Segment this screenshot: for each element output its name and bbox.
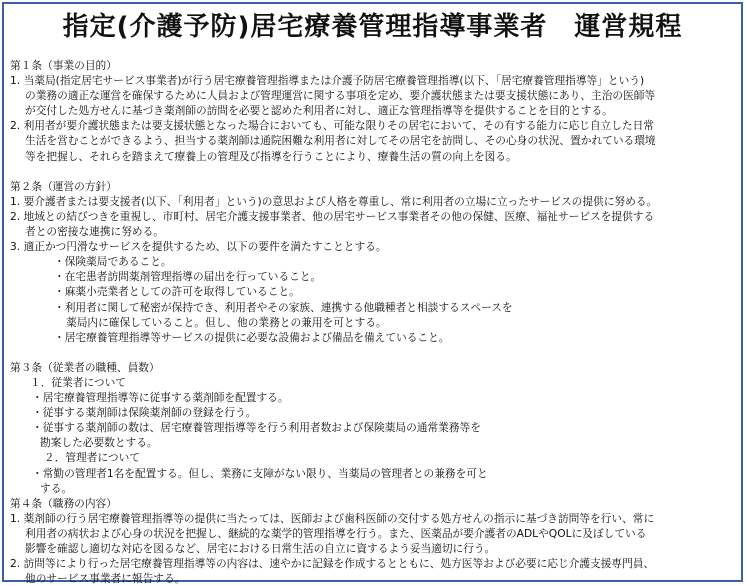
body-line: ・常勤の管理者1名を配置する。但し、業務に支障がない限り、当薬局の管理者との兼務を可と — [32, 466, 488, 480]
document-title: 指定(介護予防)居宅療養管理指導事業者 運営規程 — [62, 12, 683, 42]
body-line: 2. 訪問等により行った居宅療養管理指導等の内容は、速やかに記録を作成するとともに、処方医等および必要に応じ介護支援専門員、 — [10, 557, 655, 571]
article-heading: 第３条（従業者の職種、員数） — [10, 360, 160, 374]
body-line: ・利用者に関して秘密が保持でき、利用者やその家族、連携する他職種者と相談するスペースを — [54, 300, 513, 314]
body-line: 影響を確認し適切な対応を図るなど、居宅における日常生活の自立に資するよう妥当適切に行う。 — [25, 542, 496, 555]
body-line: 2. 地域との結びつきを重視し、市町村、居宅介護支援事業者、他の居宅サービス事業者その他の保健、医療、福祉サービスを提供する — [10, 209, 655, 223]
body-line: １．従業者について — [30, 375, 126, 389]
body-line: 1. 薬剤師の行う居宅療養管理指導等の提供に当たっては、医師および歯科医師の交付する処方せんの指示に基づき訪問等を行い、常に — [10, 511, 655, 525]
body-line: 2. 利用者が要介護状態または要支援状態となった場合においても、可能な限りその居宅において、その有する能力に応じ自立した日常 — [10, 119, 654, 133]
body-line: ・従事する薬剤師は保険薬剤師の登録を行う。 — [32, 406, 257, 420]
section-spacer — [10, 345, 740, 360]
body-line: 勘案した必要数とする。 — [40, 436, 158, 450]
body-line: 1. 当薬局(指定居宅サービス事業者)が行う居宅療養管理指導または介護予防居宅療養管理指導(以下、「居宅療養管理指導等」という) — [10, 74, 645, 88]
body-line: ・居宅療養管理指導等サービスの提供に必要な設備および備品を備えていること。 — [54, 330, 450, 344]
body-line: 等を把握し、それらを踏まえて療養上の管理及び指導を行うことにより、療養生活の質の向上を図る。 — [25, 149, 517, 163]
document-frame — [2, 2, 743, 586]
body-line: ２．管理者について — [44, 451, 140, 465]
body-line: する。 — [40, 481, 73, 495]
body-line: ・従事する薬剤師の数は、居宅療養管理指導等を行う利用者数および保険薬局の通常業務等を — [32, 421, 481, 435]
body-line: ・保険薬局であること。 — [54, 255, 172, 269]
body-line: 他のサービス事業者に報告する。 — [25, 572, 186, 586]
body-line: ・在宅患者訪問薬剤管理指導の届出を行っていること。 — [54, 270, 322, 284]
body-line: ・麻薬小売業者としての許可を取得していること。 — [54, 285, 300, 299]
article-heading: 第１条（事業の目的） — [10, 59, 117, 72]
section-spacer — [10, 164, 740, 179]
body-line: 生活を営むことができるよう、担当する薬剤師は通院困難な利用者に対してその居宅を訪問し、その心身の状況、置かれている環境 — [25, 134, 656, 148]
article-heading: 第２条（運営の方針） — [10, 179, 117, 193]
body-line: 者との密接な連携に努める。 — [25, 225, 164, 239]
body-line: が交付した処方せんに基づき薬剤師の訪問を必要と認めた利用者に対し、適正な管理指導等を提供することを目的とする。 — [25, 104, 613, 118]
document-body — [10, 58, 740, 586]
body-line: 3. 適正かつ円滑なサービスを提供するため、以下の要件を満たすこととする。 — [10, 240, 387, 254]
body-line: 薬局内に確保していること。但し、他の業務との兼用を可とする。 — [66, 315, 387, 329]
body-line: の業務の適正な運営を確保するために人員および管理運営に関する事項を定め、要介護状態または要支援状態にあり、主治の医師等 — [25, 89, 656, 103]
article-heading: 第４条（職務の内容） — [10, 496, 117, 510]
body-line: ・居宅療養管理指導等に従事する薬剤師を配置する。 — [32, 391, 289, 405]
body-line: 1. 要介護者または要支援者(以下、「利用者」という)の意思および人格を尊重し、常に利用者の立場に立ったサービスの提供に努める。 — [10, 194, 658, 208]
body-line: 利用者の病状および心身の状況を把握し、継続的な薬学的管理指導を行う。また、医薬品が要介護者のADLやQOLに及ぼしている — [25, 526, 647, 540]
